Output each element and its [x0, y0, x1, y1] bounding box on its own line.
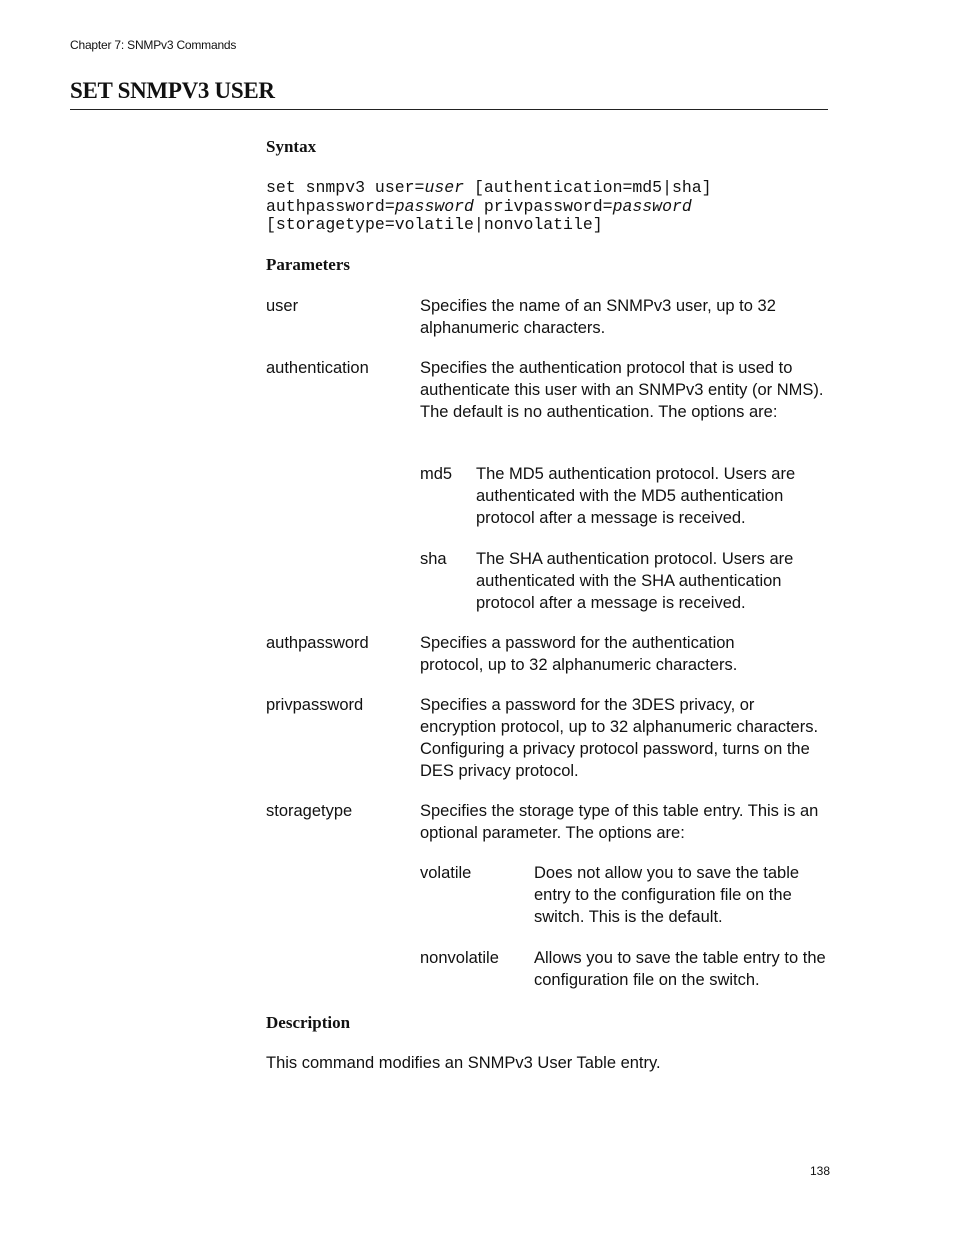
- param-name-authpassword: authpassword: [266, 634, 369, 652]
- option-name-md5: md5: [420, 465, 453, 483]
- param-name-privpassword: privpassword: [266, 696, 364, 714]
- option-desc-md5: The MD5 authentication protocol. Users are authenticated with the MD5 authentication protocol after a message is received.: [476, 465, 796, 527]
- title-divider: [70, 109, 828, 110]
- param-desc-storagetype: Specifies the storage type of this table entry. This is an optional parameter. The options are:: [420, 802, 819, 842]
- option-desc-sha: The SHA authentication protocol. Users are authenticated with the SHA authentication protocol after a message is received.: [476, 550, 794, 612]
- syntax-cmd: set snmpv3 user=: [266, 178, 425, 197]
- option-name-volatile: volatile: [420, 864, 472, 882]
- syntax-arg-user: user: [424, 178, 465, 197]
- page-title: SET SNMPV3 USER: [70, 78, 275, 103]
- syntax-arg-privpassword: password: [612, 196, 692, 216]
- syntax-heading: Syntax: [266, 137, 317, 156]
- option-desc-nonvolatile: Allows you to save the table entry to the configuration file on the switch.: [534, 949, 826, 989]
- option-desc-volatile: Does not allow you to save the table entry to the configuration file on the switch. This is the default.: [534, 864, 800, 926]
- param-name-user: user: [266, 297, 299, 315]
- option-name-nonvolatile: nonvolatile: [420, 949, 499, 967]
- page-number: 138: [810, 1164, 831, 1178]
- param-desc-authentication: Specifies the authentication protocol that is used to authenticate this user with an SNMPv3 entity (or NMS). The default is no authentication. The options are:: [420, 359, 824, 421]
- parameters-heading: Parameters: [266, 255, 351, 274]
- description-heading: Description: [266, 1013, 351, 1032]
- param-name-storagetype: storagetype: [266, 802, 353, 820]
- syntax-code-block: [266, 179, 712, 235]
- syntax-authpassword: authpassword=: [266, 196, 395, 216]
- syntax-storagetype: [storagetype=volatile|nonvolatile]: [266, 215, 603, 234]
- syntax-auth: [authentication=md5|sha]: [464, 178, 712, 197]
- param-name-authentication: authentication: [266, 359, 369, 377]
- param-desc-user: Specifies the name of an SNMPv3 user, up to 32 alphanumeric characters.: [420, 297, 776, 337]
- option-name-sha: sha: [420, 550, 447, 568]
- chapter-header: Chapter 7: SNMPv3 Commands: [70, 38, 237, 52]
- description-text: This command modifies an SNMPv3 User Table entry.: [266, 1054, 661, 1072]
- syntax-privpassword: privpassword=: [473, 196, 613, 216]
- param-desc-authpassword: Specifies a password for the authentication protocol, up to 32 alphanumeric characters.: [420, 634, 738, 674]
- syntax-arg-authpassword: password: [394, 196, 474, 216]
- param-desc-privpassword: Specifies a password for the 3DES privacy, or encryption protocol, up to 32 alphanumeric characters. Configuring a privacy protocol password, turns on the DES privacy protocol.: [420, 696, 819, 780]
